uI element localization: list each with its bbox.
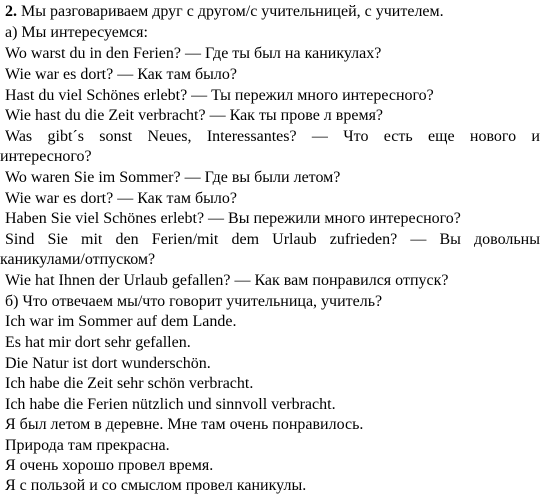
part-b-line: Ich habe die Ferien nützlich und sinnvoll verbracht. [5, 396, 336, 413]
part-a-line: Haben Sie viel Schönes erlebt? — Вы пережили много интересного? [5, 210, 461, 227]
part-a-line: Wo warst du in den Ferien? — Где ты был на каникулах? [5, 45, 382, 62]
part-a-line: Sind Sie mit den Ferien/mit dem Urlaub zufrieden? — Вы довольны [5, 231, 540, 248]
part-b-line: Es hat mir dort sehr gefallen. [5, 334, 191, 351]
part-a-line-continuation: интересного? [0, 148, 92, 165]
part-b-line: Я с пользой и со смыслом провел каникулы. [5, 477, 307, 494]
part-b-line: Я очень хорошо провел время. [5, 457, 214, 474]
part-b-line: Die Natur ist dort wunderschön. [5, 355, 211, 372]
part-a-line-continuation: каникулами/отпуском? [0, 251, 156, 268]
part-b-line: Ich war im Sommer auf dem Lande. [5, 313, 237, 330]
part-b-heading: б) Что отвечаем мы/что говорит учительница, учитель? [5, 293, 383, 310]
part-a-line: Wie hat Ihnen der Urlaub gefallen? — Как вам понравился отпуск? [5, 272, 449, 289]
part-a-line: Wie war es dort? — Как там было? [5, 190, 237, 207]
part-a-line: Was gibt´s sonst Neues, Interessantes? — Что есть еще нового и [5, 128, 540, 145]
exercise-title: Мы разговариваем друг с другом/с учительницей, с учителем. [21, 3, 444, 20]
part-b-line: Я был летом в деревне. Мне там очень понравилось. [5, 416, 364, 433]
part-a-line: Wo waren Sie im Sommer? — Где вы были летом? [5, 169, 341, 186]
exercise-number: 2. [5, 3, 17, 20]
part-a-line: Wie war es dort? — Как там было? [5, 66, 237, 83]
part-b-line: Природа там прекрасна. [5, 437, 170, 454]
part-b-line: Ich habe die Zeit sehr schön verbracht. [5, 375, 254, 392]
part-a-line: Hast du viel Schönes erlebt? — Ты пережил много интересного? [5, 87, 434, 104]
part-a-line: Wie hast du die Zeit verbracht? — Как ты прове л время? [5, 107, 384, 124]
part-a-heading: а) Мы интересуемся: [5, 24, 148, 41]
exercise-title-line [5, 2, 444, 23]
